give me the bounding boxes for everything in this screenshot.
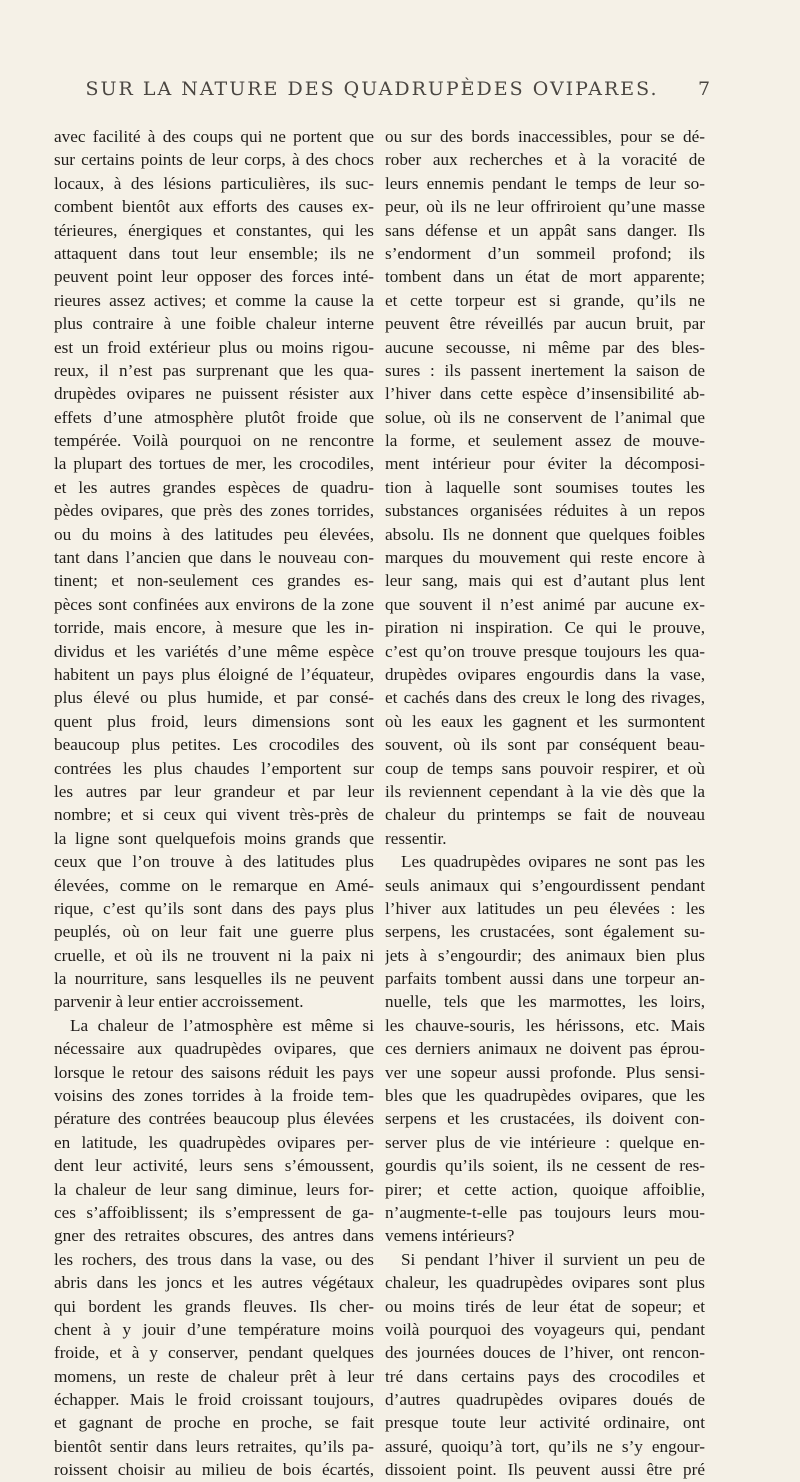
text-line: cruelle, et où ils ne trouvent ni la paix ni bbox=[54, 945, 374, 965]
text-line: tinent; et non-seulement ces grandes es- bbox=[54, 571, 374, 591]
text-line: c’est qu’on trouve presque toujours les qua- bbox=[385, 641, 705, 661]
text-line: effets d’une atmosphère plutôt froide que bbox=[54, 407, 374, 427]
text-line: La chaleur de l’atmosphère est même si bbox=[70, 1015, 374, 1035]
text-line: échapper. Mais le froid croissant toujours, bbox=[54, 1390, 374, 1410]
text-line: quent plus froid, leurs dimensions sont bbox=[54, 711, 374, 731]
text-line: lorsque le retour des saisons réduit les pays bbox=[54, 1062, 374, 1082]
text-line: dissoient point. Ils peuvent aussi être pré bbox=[385, 1460, 705, 1480]
text-line: aucune secousse, ni même par des bles- bbox=[385, 337, 705, 357]
text-line: bles que les quadrupèdes ovipares, que les bbox=[385, 1086, 705, 1106]
text-line: ceux que l’on trouve à des latitudes plus bbox=[54, 852, 374, 872]
text-line: serpens et les crustacées, ils doivent con- bbox=[385, 1109, 705, 1129]
text-line: gner des retraites obscures, des antres dans bbox=[54, 1226, 374, 1246]
text-line: coup de temps sans pouvoir respirer, et où bbox=[385, 758, 705, 778]
text-line: tempérée. Voilà pourquoi on ne rencontre bbox=[54, 431, 374, 451]
text-line: peuvent point leur opposer des forces inté- bbox=[54, 267, 374, 287]
text-line: la plupart des tortues de mer, les crocodiles, bbox=[54, 454, 374, 474]
page-number: 7 bbox=[698, 78, 711, 100]
text-line: d’autres quadrupèdes ovipares doués de bbox=[385, 1390, 705, 1410]
text-line: voilà pourquoi des voyageurs qui, pendant bbox=[385, 1319, 705, 1339]
text-line: froide, et à y conserver, pendant quelques bbox=[54, 1343, 374, 1363]
text-line: vemens intérieurs? bbox=[385, 1226, 515, 1246]
text-line: ces s’affoiblissent; ils s’empressent de ga- bbox=[54, 1202, 374, 1222]
text-line: ils reviennent cependant à la vie dès que la bbox=[385, 781, 705, 801]
text-line: tombent dans un état de mort apparente; bbox=[385, 267, 705, 287]
text-line: est un froid extérieur plus ou moins rigou- bbox=[54, 337, 374, 357]
text-line: marques du mouvement qui reste encore à bbox=[385, 548, 705, 568]
text-line: bientôt sentir dans leurs retraites, qu’ils pa- bbox=[54, 1436, 374, 1456]
text-line: solue, où ils ne conservent de l’animal que bbox=[385, 407, 705, 427]
text-line: ou sur des bords inaccessibles, pour se dé- bbox=[385, 127, 705, 146]
text-line: drupèdes ovipares engourdis dans la vase, bbox=[385, 664, 705, 684]
text-line: assuré, quoiqu’à tort, qu’ils ne s’y engour- bbox=[385, 1436, 705, 1456]
text-line: substances organisées réduites à un repos bbox=[385, 501, 705, 521]
text-line: ver une sopeur aussi profonde. Plus sensi- bbox=[385, 1062, 705, 1082]
text-line: et gagnant de proche en proche, se fait bbox=[54, 1413, 374, 1433]
text-line: nuelle, tels que les marmottes, les loirs, bbox=[385, 992, 705, 1012]
text-line: drupèdes ovipares ne puissent résister aux bbox=[54, 384, 374, 404]
text-line: nécessaire aux quadrupèdes ovipares, que bbox=[54, 1039, 374, 1059]
text-line: l’hiver dans cette espèce d’insensibilité ab- bbox=[385, 384, 705, 404]
running-head: SUR LA NATURE DES QUADRUPÈDES OVIPARES. bbox=[85, 78, 659, 100]
text-line: gourdis qu’ils soient, ils ne cessent de res- bbox=[385, 1156, 705, 1176]
text-line: abris dans les joncs et les autres végétaux bbox=[54, 1273, 374, 1293]
text-line: les rochers, des trous dans la vase, ou des bbox=[54, 1249, 374, 1269]
text-line: parfaits tombent aussi dans une torpeur an- bbox=[385, 969, 705, 989]
text-line: et cette torpeur est si grande, qu’ils ne bbox=[385, 290, 705, 310]
text-line: rieures assez actives; et comme la cause la bbox=[54, 290, 374, 310]
text-line: tant dans l’ancien que dans le nouveau con- bbox=[54, 548, 374, 568]
text-line: habitent un pays plus éloigné de l’équateur, bbox=[54, 664, 374, 684]
text-line: en latitude, les quadrupèdes ovipares per- bbox=[54, 1132, 374, 1152]
text-line: n’augmente-t-elle pas toujours leurs mou- bbox=[385, 1202, 705, 1222]
text-line: piration ni inspiration. Ce qui le prouve, bbox=[385, 618, 705, 638]
text-line: sur certains points de leur corps, à des chocs bbox=[54, 150, 374, 170]
text-line: peur, où ils ne leur offriroient qu’une masse bbox=[385, 197, 705, 217]
text-line: plus élevé ou plus humide, et par consé- bbox=[54, 688, 374, 708]
text-line: la ligne sont quelquefois moins grands que bbox=[54, 828, 374, 848]
text-line: torride, mais encore, à mesure que les in- bbox=[54, 618, 374, 638]
text-line: tré dans certains pays des crocodiles et bbox=[385, 1366, 705, 1386]
text-line: momens, un reste de chaleur prêt à leur bbox=[54, 1366, 374, 1386]
text-line: chent à y jouir d’une température moins bbox=[54, 1319, 374, 1339]
text-line: dividus et les variétés d’une même espèce bbox=[54, 641, 374, 661]
text-line: nombre; et si ceux qui vivent très-près de bbox=[54, 805, 374, 825]
text-line: où les eaux les gagnent et les surmontent bbox=[385, 711, 705, 731]
text-line: server plus de vie intérieure : quelque en- bbox=[385, 1132, 705, 1152]
text-line: jets à s’engourdir; des animaux bien plus bbox=[385, 945, 705, 965]
text-line: beaucoup plus petites. Les crocodiles des bbox=[54, 735, 374, 755]
text-line: rique, c’est qu’ils sont dans des pays plus bbox=[54, 898, 374, 918]
text-line: ou du moins à des latitudes peu élevées, bbox=[54, 524, 374, 544]
text-line: élevées, comme on le remarque en Amé- bbox=[54, 875, 374, 895]
text-line: reux, il n’est pas surprenant que les qua- bbox=[54, 360, 374, 380]
text-line: pérature des contrées beaucoup plus élevées bbox=[54, 1109, 374, 1129]
text-line: la nourriture, sans lesquelles ils ne peuvent bbox=[54, 969, 374, 989]
text-line: pirer; et cette action, quoique affoiblie, bbox=[385, 1179, 705, 1199]
text-line: les chauve-souris, les hérissons, etc. Mais bbox=[385, 1015, 705, 1035]
text-line: pèces sont confinées aux environs de la zone bbox=[54, 594, 374, 614]
text-line: et les autres grandes espèces de quadru- bbox=[54, 477, 374, 497]
text-line: ment intérieur pour éviter la décomposi- bbox=[385, 454, 705, 474]
text-line: seuls animaux qui s’engourdissent pendant bbox=[385, 875, 705, 895]
text-line: les autres par leur grandeur et par leur bbox=[54, 781, 374, 801]
text-line: leurs ennemis pendant le temps de leur so- bbox=[385, 173, 705, 193]
text-line: qui bordent les grands fleuves. Ils cher- bbox=[54, 1296, 374, 1316]
text-line: locaux, à des lésions particulières, ils suc- bbox=[54, 173, 374, 193]
text-line: s’endorment d’un sommeil profond; ils bbox=[385, 243, 705, 263]
text-line: la forme, et seulement assez de mouve- bbox=[385, 431, 705, 451]
text-line: et cachés dans des creux le long des rivages, bbox=[385, 688, 705, 708]
text-line: absolu. Ils ne donnent que quelques foibles bbox=[385, 524, 705, 544]
text-line: ressentir. bbox=[385, 828, 447, 848]
text-line: voisins des zones torrides à la froide tem- bbox=[54, 1086, 374, 1106]
text-line: roissent choisir au milieu de bois écartés, bbox=[54, 1460, 374, 1480]
text-line: combent bientôt aux efforts des causes ex- bbox=[54, 197, 374, 217]
text-line: attaquent dans tout leur ensemble; ils ne bbox=[54, 243, 374, 263]
text-line: parvenir à leur entier accroissement. bbox=[54, 992, 304, 1012]
text-line: plus contraire à une foible chaleur interne bbox=[54, 314, 374, 334]
text-line: presque toute leur activité ordinaire, ont bbox=[385, 1413, 705, 1433]
text-line: la chaleur de leur sang diminue, leurs for- bbox=[54, 1179, 374, 1199]
text-line: ces derniers animaux ne doivent pas éprou- bbox=[385, 1039, 705, 1059]
text-line: sans défense et un appât sans danger. Ils bbox=[385, 220, 705, 240]
text-line: ou moins tirés de leur état de sopeur; et bbox=[385, 1296, 705, 1316]
text-line: térieures, énergiques et constantes, qui les bbox=[54, 220, 374, 240]
text-line: tion à laquelle sont soumises toutes les bbox=[385, 477, 705, 497]
right-text-column bbox=[385, 125, 705, 1482]
text-line: serpens, les crustacées, sont également su- bbox=[385, 922, 705, 942]
left-text-column bbox=[54, 125, 374, 1482]
text-line: dent leur activité, leurs sens s’émoussent, bbox=[54, 1156, 374, 1176]
text-line: que souvent il n’est animé par aucune ex- bbox=[385, 594, 705, 614]
text-line: leur sang, mais qui est d’autant plus lent bbox=[385, 571, 705, 591]
text-line: contrées les plus chaudes l’emportent sur bbox=[54, 758, 374, 778]
text-line: chaleur du printemps se fait de nouveau bbox=[385, 805, 705, 825]
text-line: des journées douces de l’hiver, ont rencon- bbox=[385, 1343, 705, 1363]
text-line: Les quadrupèdes ovipares ne sont pas les bbox=[401, 852, 705, 872]
text-line: Si pendant l’hiver il survient un peu de bbox=[401, 1249, 705, 1269]
text-line: souvent, où ils sont par conséquent beau- bbox=[385, 735, 705, 755]
text-line: rober aux recherches et à la voracité de bbox=[385, 150, 705, 170]
text-line: sures : ils passent inertement la saison de bbox=[385, 360, 705, 380]
text-line: l’hiver aux latitudes un peu élevées : les bbox=[385, 898, 705, 918]
text-line: chaleur, les quadrupèdes ovipares sont plus bbox=[385, 1273, 705, 1293]
text-line: pèdes ovipares, que près des zones torrides, bbox=[54, 501, 374, 521]
text-line: avec facilité à des coups qui ne portent que bbox=[54, 127, 374, 146]
text-line: peuplés, où on leur fait une guerre plus bbox=[54, 922, 374, 942]
text-line: peuvent être réveillés par aucun bruit, par bbox=[385, 314, 705, 334]
